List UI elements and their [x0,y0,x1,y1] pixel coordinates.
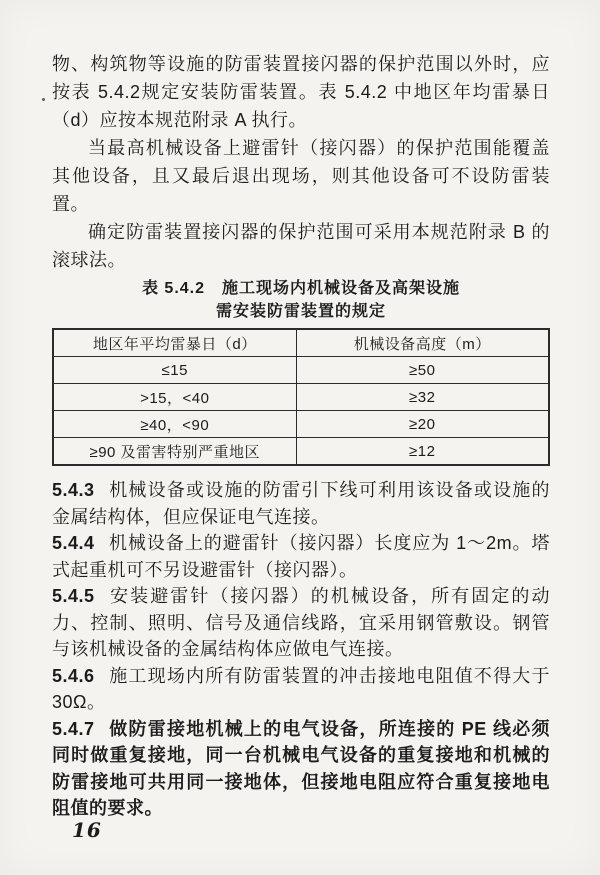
clause-text: 做防雷接地机械上的电气设备，所连接的 PE 线必须同时做重复接地，同一台机械电气设备的重复接地和机械的防雷接地可共用同一接地体，但接地电阻应符合重复接地电阻值的要求。 [52,718,550,818]
table-cell: >15，<40 [53,384,296,411]
clause-text: 安装避雷针（接闪器）的机械设备，所有固定的动力、控制、照明、信号及通信线路，宜采用钢管敷设。钢管与该机械设备的金属结构体应做电气连接。 [52,586,550,659]
table-cell: ≥12 [296,438,549,466]
clause-number: 5.4.3 [52,480,95,500]
lightning-protection-table [52,328,550,466]
clause-text: 机械设备或设施的防雷引下线可利用该设备或设施的金属结构体，但应保证电气连接。 [52,480,550,527]
clause-number: 5.4.4 [52,533,95,553]
clause-number: 5.4.6 [52,665,95,686]
table-caption-line-1: 表 5.4.2 施工现场内机械设备及高架设施 [141,280,461,297]
table-header-equipment-height: 机械设备高度（m） [296,329,549,357]
table-cell: ≥90 及雷害特别严重地区 [53,438,296,466]
paragraph: 确定防雷装置接闪器的保护范围可采用本规范附录 B 的滚球法。 [52,222,550,270]
page-content [52,0,550,822]
paragraph: 当最高机械设备上避雷针（接闪器）的保护范围能覆盖其他设备，且又最后退出现场，则其他设备可不设防雷装置。 [52,138,550,214]
clauses [52,477,550,822]
table-header-thunderstorm-days: 地区年平均雷暴日（d） [53,329,296,357]
table-row [53,357,549,384]
table-cell: ≥40，<90 [53,411,296,438]
table-cell: ≤15 [53,357,296,384]
clause-5-4-6 [52,663,550,716]
paragraph-continuation: 物、构筑物等设施的防雷装置接闪器的保护范围以外时，应按表 5.4.2规定安装防雷装置。表 5.4.2 中地区年均雷暴日（d）应按本规范附录 A 执行。 [52,54,550,130]
table-row [53,384,549,411]
clause-5-4-3 [52,477,550,530]
clause-text: 机械设备上的避雷针（接闪器）长度应为 1～2m。塔式起重机可不另设避雷针（接闪器）。 [52,533,550,580]
table-cell: ≥50 [296,357,549,384]
page-number: 16 [72,818,102,842]
clause-text: 施工现场内所有防雷装置的冲击接地电阻值不得大于 30Ω。 [52,665,550,712]
table-header-row [53,329,549,357]
table-row [53,438,549,466]
scan-artifact-dot [42,98,45,101]
table-cell: ≥32 [296,384,549,411]
clause-5-4-5 [52,583,550,663]
clause-number: 5.4.7 [52,718,95,739]
table-caption-line-2: 需安装防雷装置的规定 [215,303,386,320]
clause-5-4-7 [52,716,550,822]
table-caption [52,277,550,323]
clause-5-4-4 [52,530,550,583]
table-row [53,411,549,438]
table-cell: ≥20 [296,411,549,438]
clause-number: 5.4.5 [52,586,95,606]
